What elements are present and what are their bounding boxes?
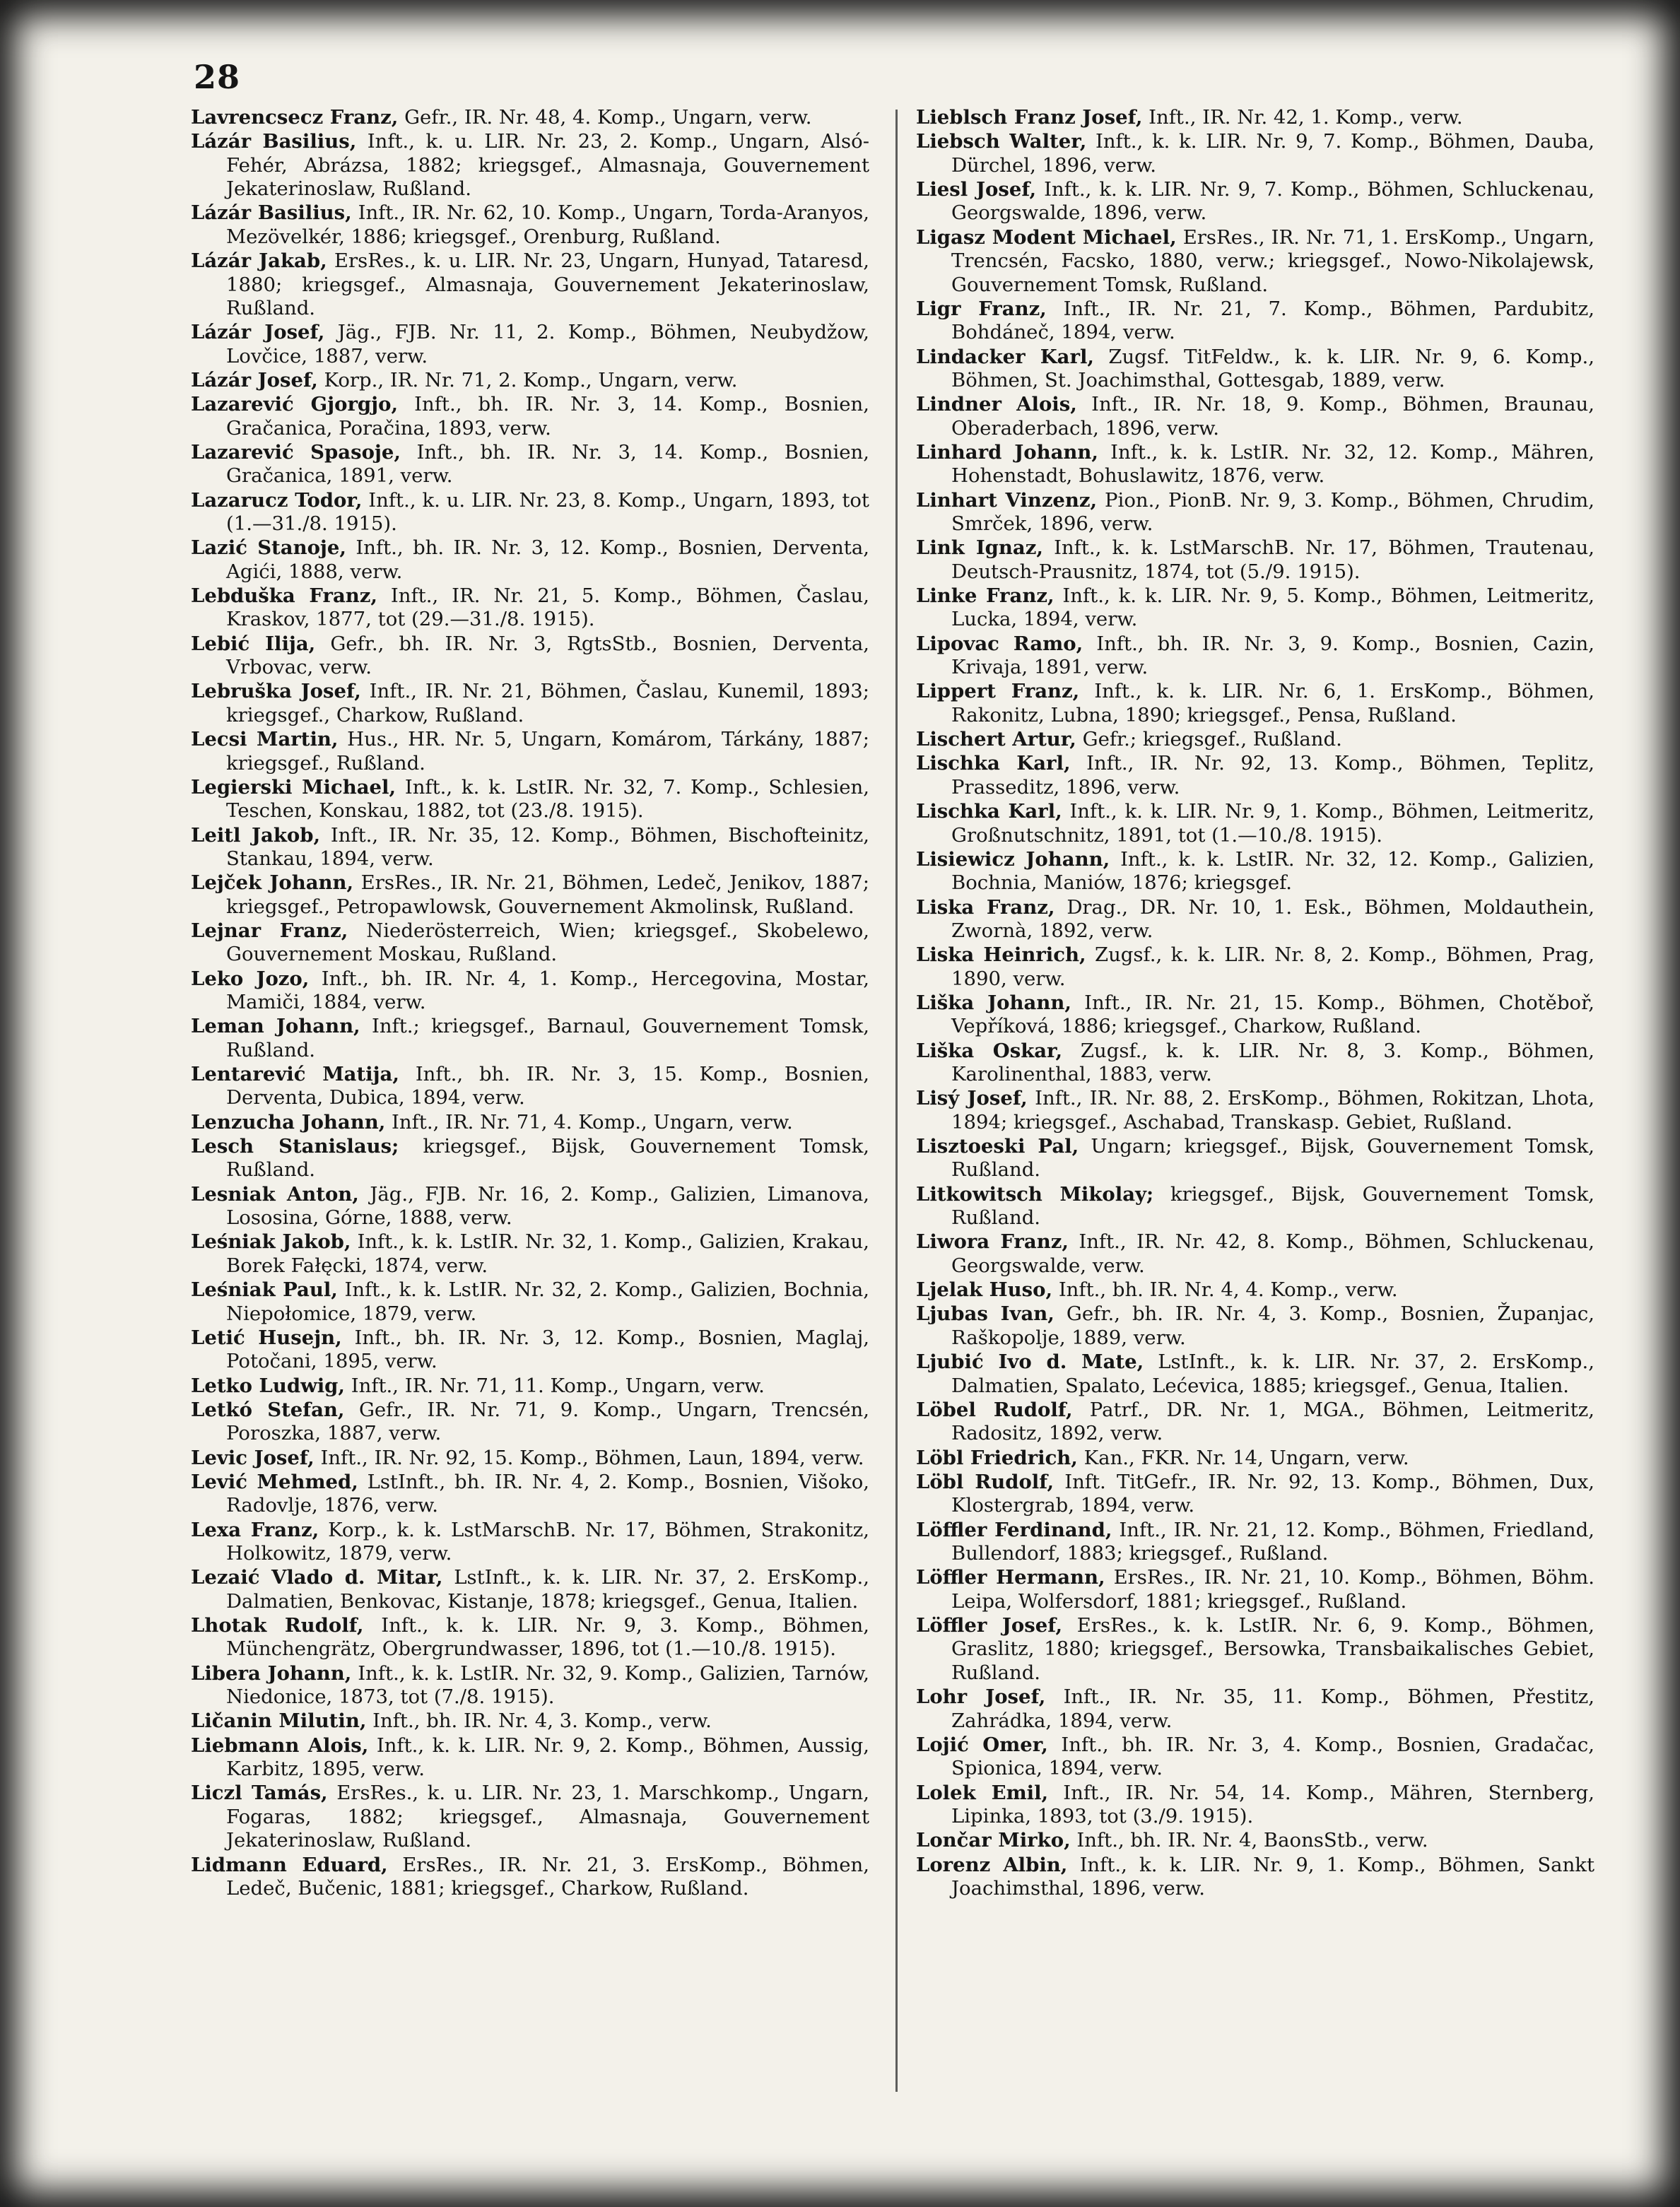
entry-details: ErsRes., k. u. LIR. Nr. 23, Ungarn, Hunyad, Tataresd, 1880; kriegsgef., Almasnaja, Gouvernement Jekaterinoslaw, Rußland. (226, 249, 869, 319)
entry-details: Pion., PionB. Nr. 9, 3. Komp., Böhmen, Chrudim, Smrček, 1896, verw. (951, 488, 1595, 536)
entry-name: Ljubić Ivo d. Mate, (916, 1350, 1144, 1374)
list-entry (916, 1087, 1594, 1134)
list-entry (916, 680, 1594, 727)
list-entry (916, 393, 1594, 440)
list-entry (191, 1566, 869, 1613)
entry-details: LstInft., k. k. LIR. Nr. 37, 2. ErsKomp., Dalmatien, Benkovac, Kistanje, 1878; kriegsgef., Genua, Italien. (226, 1566, 869, 1613)
entry-name: Leko Jozo, (191, 967, 310, 990)
list-entry (916, 226, 1594, 297)
list-entry (191, 1399, 869, 1446)
entry-details: Drag., DR. Nr. 10, 1. Esk., Böhmen, Moldauthein, Zwornà, 1892, verw. (951, 895, 1594, 942)
entry-name: Lecsi Martin, (191, 728, 339, 751)
entry-details: Inft., k. u. LIR. Nr. 23, 8. Komp., Ungarn, 1893, tot (1.—31./8. 1915). (226, 488, 869, 536)
entry-details: Inft., bh. IR. Nr. 3, 15. Komp., Bosnien, Derventa, Dubica, 1894, verw. (226, 1063, 869, 1110)
list-entry (916, 943, 1594, 991)
list-entry (191, 1111, 869, 1134)
entry-details: Inft., k. k. LstMarschB. Nr. 17, Böhmen, Trautenau, Deutsch-Prausnitz, 1874, tot (5./9. 1915). (951, 536, 1595, 583)
list-entry (191, 728, 869, 775)
entry-name: Liska Franz, (916, 895, 1055, 919)
entry-details: ErsRes., IR. Nr. 21, 10. Komp., Böhmen, Böhm. Leipa, Wolfersdorf, 1881; kriegsgef., Rußland. (951, 1566, 1594, 1613)
entry-details: Inft., IR. Nr. 92, 13. Komp., Böhmen, Teplitz, Prasseditz, 1896, verw. (951, 752, 1594, 799)
entry-name: Lazarucz Todor, (191, 488, 363, 512)
entry-details: Inft., bh. IR. Nr. 3, 12. Komp., Bosnien, Maglaj, Potočani, 1895, verw. (226, 1326, 869, 1373)
entry-name: Löbl Rudolf, (916, 1470, 1055, 1493)
entry-name: Link Ignaz, (916, 536, 1043, 560)
entry-details: Inft.; kriegsgef., Barnaul, Gouvernement Tomsk, Rußland. (226, 1015, 869, 1061)
entry-details: Inft., bh. IR. Nr. 3, 14. Komp., Bosnien, Gračanica, Poračina, 1893, verw. (226, 393, 870, 440)
entry-name: Löffler Ferdinand, (916, 1518, 1112, 1541)
list-entry (191, 1614, 869, 1661)
entry-details: Inft., k. k. LstIR. Nr. 32, 9. Komp., Galizien, Tarnów, Niedonice, 1873, tot (7./8. 1915). (226, 1661, 869, 1709)
entry-name: Lippert Franz, (916, 680, 1080, 703)
entry-name: Letić Husejn, (191, 1326, 342, 1349)
list-entry (191, 441, 869, 488)
entry-details: Inft., bh. IR. Nr. 3, 12. Komp., Bosnien, Derventa, Agići, 1888, verw. (226, 536, 869, 583)
list-entry (916, 1302, 1594, 1350)
entry-details: ErsRes., IR. Nr. 21, 3. ErsKomp., Böhmen, Ledeč, Bučenic, 1881; kriegsgef., Charkow, Rußland. (226, 1853, 869, 1900)
list-entry (916, 130, 1594, 177)
list-entry (916, 1040, 1594, 1087)
entry-details: Hus., HR. Nr. 5, Ungarn, Komárom, Tárkány, 1887; kriegsgef., Rußland. (226, 728, 870, 775)
list-entry (916, 441, 1594, 488)
list-entry (916, 346, 1594, 393)
entry-name: Lischka Karl, (916, 752, 1071, 775)
entry-name: Liška Oskar, (916, 1039, 1063, 1062)
list-entry (191, 130, 869, 201)
entry-name: Löffler Josef, (916, 1613, 1063, 1637)
list-entry (916, 584, 1594, 632)
list-entry (916, 1829, 1594, 1852)
entry-details: Zugsf. TitFeldw., k. k. LIR. Nr. 9, 6. Komp., Böhmen, St. Joachimsthal, Gottesgab, 1889, verw. (951, 345, 1595, 392)
entry-details: Inft., IR. Nr. 71, 4. Komp., Ungarn, verw. (392, 1110, 793, 1134)
entry-name: Linhart Vinzenz, (916, 488, 1098, 512)
entry-name: Linhard Johann, (916, 440, 1098, 464)
entry-name: Lohr Josef, (916, 1685, 1046, 1709)
entry-details: Inft., IR. Nr. 21, 15. Komp., Böhmen, Chotěboř, Vepříková, 1886; kriegsgef., Charkow, Rußland. (951, 991, 1594, 1038)
entry-name: Linke Franz, (916, 584, 1055, 608)
list-entry (916, 178, 1594, 225)
list-entry (191, 1326, 869, 1374)
entry-details: Gefr.; kriegsgef., Rußland. (1082, 728, 1342, 751)
list-entry (191, 489, 869, 536)
entry-name: Lipovac Ramo, (916, 632, 1083, 655)
entry-details: Inft., IR. Nr. 42, 8. Komp., Böhmen, Schluckenau, Georgswalde, verw. (951, 1230, 1594, 1277)
entry-name: Lebić Ilija, (191, 632, 316, 655)
entry-name: Lenzucha Johann, (191, 1110, 386, 1134)
list-entry (916, 896, 1594, 943)
entry-details: Gefr., IR. Nr. 71, 9. Komp., Ungarn, Trencsén, Poroszka, 1887, verw. (226, 1398, 870, 1445)
entry-name: Lazić Stanoje, (191, 536, 346, 560)
entry-details: Gefr., bh. IR. Nr. 4, 3. Komp., Bosnien, Županjac, Raškopolje, 1889, verw. (951, 1302, 1594, 1349)
list-entry (916, 1183, 1594, 1230)
entry-name: Lesch Stanislaus; (191, 1135, 399, 1158)
entry-details: kriegsgef., Bijsk, Gouvernement Tomsk, Rußland. (226, 1135, 869, 1182)
entry-name: Lević Mehmed, (191, 1470, 358, 1493)
entry-details: Inft., IR. Nr. 35, 11. Komp., Böhmen, Přestitz, Zahrádka, 1894, verw. (951, 1685, 1594, 1732)
list-entry (916, 1614, 1594, 1685)
entry-details: Inft., k. k. LIR. Nr. 9, 7. Komp., Böhmen, Schluckenau, Georgswalde, 1896, verw. (951, 178, 1594, 225)
entry-name: Lisiewicz Johann, (916, 847, 1110, 871)
entry-details: Inft., bh. IR. Nr. 3, 14. Komp., Bosnien, Gračanica, 1891, verw. (226, 440, 869, 488)
entry-details: Inft., k. k. LstIR. Nr. 32, 12. Komp., Mähren, Hohenstadt, Bohuslawitz, 1876, verw. (951, 440, 1594, 488)
list-entry (191, 824, 869, 871)
list-entry (916, 752, 1594, 799)
list-entry (916, 1278, 1594, 1302)
entry-details: Inft., bh. IR. Nr. 4, 4. Komp., verw. (1058, 1278, 1398, 1302)
entry-details: Inft., IR. Nr. 35, 12. Komp., Böhmen, Bischofteinitz, Stankau, 1894, verw. (226, 823, 869, 870)
entry-name: Legierski Michael, (191, 775, 396, 799)
entry-name: Lexa Franz, (191, 1518, 319, 1541)
entry-name: Löbel Rudolf, (916, 1398, 1073, 1421)
entry-name: Lázár Josef, (191, 368, 318, 392)
entry-details: Inft., k. k. LIR. Nr. 9, 3. Komp., Böhmen, Münchengrätz, Obergrundwasser, 1896, tot (1.—10./8. 1915). (226, 1613, 869, 1661)
entry-details: Inft., k. k. LstIR. Nr. 32, 1. Komp., Galizien, Krakau, Borek Fałęcki, 1874, verw. (226, 1230, 870, 1277)
entry-name: Lisý Josef, (916, 1087, 1028, 1110)
entry-name: Ljelak Huso, (916, 1278, 1053, 1302)
entry-details: Jäg., FJB. Nr. 11, 2. Komp., Böhmen, Neubydžow, Lovčice, 1887, verw. (226, 321, 869, 367)
list-entry (191, 1471, 869, 1518)
list-entry (191, 1709, 869, 1733)
entry-name: Leman Johann, (191, 1015, 360, 1038)
list-entry (191, 1519, 869, 1566)
entry-details: LstInft., bh. IR. Nr. 4, 2. Komp., Bosnien, Višoko, Radovlje, 1876, verw. (226, 1470, 870, 1517)
entry-details: Inft., IR. Nr. 18, 9. Komp., Böhmen, Braunau, Oberaderbach, 1896, verw. (951, 393, 1594, 440)
entry-name: Liesl Josef, (916, 178, 1037, 201)
list-entry (191, 1662, 869, 1709)
entry-details: Inft., k. u. LIR. Nr. 23, 2. Komp., Ungarn, Alsó-Fehér, Abrázsa, 1882; kriegsgef., Almasnaja, Gouvernement Jekaterinoslaw, Rußland. (226, 130, 869, 201)
list-entry (191, 321, 869, 368)
list-entry (916, 1230, 1594, 1278)
list-entry (916, 632, 1594, 680)
list-entry (916, 536, 1594, 584)
entry-details: ErsRes., IR. Nr. 71, 1. ErsKomp., Ungarn, Trencsén, Facsko, 1880, verw.; kriegsgef., Nowo-Nikolajewsk, Gouvernement Tomsk, Rußland. (951, 225, 1594, 296)
entry-name: Lisztoeski Pal, (916, 1135, 1079, 1158)
entry-name: Liwora Franz, (916, 1230, 1069, 1254)
entry-name: Liska Heinrich, (916, 943, 1086, 967)
page-number: 28 (194, 58, 241, 96)
entry-name: Löbl Friedrich, (916, 1446, 1078, 1469)
list-entry (916, 106, 1594, 129)
entry-details: Patrf., DR. Nr. 1, MGA., Böhmen, Leitmeritz, Radositz, 1892, verw. (951, 1398, 1594, 1445)
entry-name: Ljubas Ivan, (916, 1302, 1055, 1326)
entry-details: Inft., bh. IR. Nr. 3, 9. Komp., Bosnien, Cazin, Krivaja, 1891, verw. (951, 632, 1594, 679)
list-entry (191, 1854, 869, 1901)
list-entry (191, 393, 869, 440)
list-entry (191, 1734, 869, 1782)
entry-details: Inft. TitGefr., IR. Nr. 92, 13. Komp., Böhmen, Dux, Klostergrab, 1894, verw. (951, 1470, 1594, 1517)
entry-name: Lejnar Franz, (191, 919, 348, 942)
list-entry (916, 1734, 1594, 1781)
entry-details: Korp., IR. Nr. 71, 2. Komp., Ungarn, verw. (324, 368, 738, 392)
list-entry (916, 728, 1594, 751)
entry-name: Lolek Emil, (916, 1781, 1049, 1804)
entry-details: Inft., IR. Nr. 42, 1. Komp., verw. (1149, 106, 1463, 129)
list-entry (191, 776, 869, 823)
list-entry (916, 489, 1594, 536)
list-entry (191, 106, 869, 129)
entry-name: Löffler Hermann, (916, 1566, 1105, 1589)
entry-name: Ligasz Modent Michael, (916, 225, 1177, 249)
entry-name: Liebmann Alois, (191, 1734, 369, 1757)
entry-details: Inft., k. k. LIR. Nr. 9, 1. Komp., Böhmen, Sankt Joachimsthal, 1896, verw. (951, 1853, 1594, 1900)
entry-details: Inft., IR. Nr. 21, 12. Komp., Böhmen, Friedland, Bullendorf, 1883; kriegsgef., Rußland. (951, 1518, 1594, 1565)
list-entry (916, 1350, 1594, 1398)
entry-name: Liczl Tamás, (191, 1782, 328, 1805)
entry-name: Lorenz Albin, (916, 1853, 1068, 1876)
entry-name: Liška Johann, (916, 991, 1071, 1014)
entry-details: kriegsgef., Bijsk, Gouvernement Tomsk, Rußland. (951, 1182, 1595, 1230)
entry-details: Inft., k. k. LIR. Nr. 9, 2. Komp., Böhmen, Aussig, Karbitz, 1895, verw. (226, 1734, 869, 1781)
list-entry (191, 584, 869, 632)
list-entry (916, 800, 1594, 847)
entry-details: Zugsf., k. k. LIR. Nr. 8, 3. Komp., Böhmen, Karolinenthal, 1883, verw. (951, 1039, 1594, 1086)
entry-name: Lazarević Gjorgjo, (191, 393, 399, 416)
entry-details: Inft., k. k. LIR. Nr. 9, 5. Komp., Böhmen, Leitmeritz, Lucka, 1894, verw. (951, 584, 1594, 631)
list-entry (916, 298, 1594, 345)
entry-details: Inft., k. k. LIR. Nr. 9, 1. Komp., Böhmen, Leitmeritz, Großnutschnitz, 1891, tot (1.—10./8. 1915). (951, 800, 1594, 847)
list-entry (916, 1519, 1594, 1566)
list-entry (191, 919, 869, 967)
list-entry (191, 680, 869, 727)
entry-details: Inft., bh. IR. Nr. 4, BaonsStb., verw. (1076, 1829, 1428, 1852)
entry-name: Lončar Mirko, (916, 1829, 1071, 1852)
entry-name: Leitl Jakob, (191, 823, 321, 847)
entry-name: Lezaić Vlado d. Mitar, (191, 1566, 443, 1589)
entry-name: Liebsch Walter, (916, 130, 1087, 153)
list-entry (191, 249, 869, 320)
entry-details: Inft., k. k. LstIR. Nr. 32, 7. Komp., Schlesien, Teschen, Konskau, 1882, tot (23./8. 1915). (226, 775, 869, 823)
list-entry (191, 536, 869, 584)
entry-details: Inft., IR. Nr. 21, Böhmen, Časlau, Kunemil, 1893; kriegsgef., Charkow, Rußland. (226, 680, 869, 726)
entry-name: Lhotak Rudolf, (191, 1613, 364, 1637)
entry-details: Inft., k. k. LIR. Nr. 6, 1. ErsKomp., Böhmen, Rakonitz, Lubna, 1890; kriegsgef., Pensa, Rußland. (951, 680, 1594, 726)
entry-details: Inft., IR. Nr. 71, 11. Komp., Ungarn, verw. (351, 1374, 765, 1397)
list-entry (191, 1063, 869, 1110)
list-entry (191, 201, 869, 249)
list-entry (191, 967, 869, 1015)
entry-name: Lázár Josef, (191, 321, 325, 344)
entry-name: Lázár Jakab, (191, 249, 327, 273)
entry-details: Gefr., IR. Nr. 48, 4. Komp., Ungarn, verw. (404, 106, 812, 129)
entry-name: Lieblsch Franz Josef, (916, 106, 1143, 129)
entry-name: Letkó Stefan, (191, 1398, 345, 1421)
list-entry (916, 1135, 1594, 1182)
entry-details: Inft., bh. IR. Nr. 4, 1. Komp., Hercegovina, Mostar, Mamiči, 1884, verw. (226, 967, 869, 1014)
list-entry (191, 871, 869, 919)
entry-details: Inft., IR. Nr. 88, 2. ErsKomp., Böhmen, Rokitzan, Lhota, 1894; kriegsgef., Aschabad, Transkasp. Gebiet, Rußland. (951, 1087, 1594, 1134)
list-entry (916, 1566, 1594, 1613)
entry-name: Lischert Artur, (916, 728, 1076, 751)
entry-details: ErsRes., k. u. LIR. Nr. 23, 1. Marschkomp., Ungarn, Fogaras, 1882; kriegsgef., Almasnaja, Gouvernement Jekaterinoslaw, Rußland. (226, 1782, 869, 1852)
entry-details: Kan., FKR. Nr. 14, Ungarn, verw. (1083, 1446, 1409, 1469)
entry-details: Inft., IR. Nr. 21, 5. Komp., Böhmen, Časlau, Kraskov, 1877, tot (29.—31./8. 1915). (226, 584, 870, 631)
entry-details: Inft., k. k. LIR. Nr. 9, 7. Komp., Böhmen, Dauba, Dürchel, 1896, verw. (951, 130, 1594, 177)
entry-details: Inft., IR. Nr. 92, 15. Komp., Böhmen, Laun, 1894, verw. (320, 1446, 864, 1469)
list-entry (191, 369, 869, 392)
entry-details: Korp., k. k. LstMarschB. Nr. 17, Böhmen, Strakonitz, Holkowitz, 1879, verw. (226, 1518, 870, 1565)
list-entry (191, 1230, 869, 1278)
list-entry (916, 1782, 1594, 1829)
entry-name: Lavrencsecz Franz, (191, 106, 399, 129)
entry-name: Lazarević Spasoje, (191, 440, 401, 464)
entry-name: Lázár Basilius, (191, 130, 357, 153)
list-entry (916, 1685, 1594, 1733)
left-column (191, 106, 869, 1901)
entry-details: Zugsf., k. k. LIR. Nr. 8, 2. Komp., Böhmen, Prag, 1890, verw. (951, 943, 1594, 990)
right-column (916, 106, 1594, 1901)
list-entry (191, 1375, 869, 1398)
list-entry (916, 1447, 1594, 1470)
entry-details: Jäg., FJB. Nr. 16, 2. Komp., Galizien, Limanova, Lososina, Górne, 1888, verw. (226, 1182, 869, 1230)
list-entry (191, 1782, 869, 1852)
entry-name: Lebduška Franz, (191, 584, 377, 608)
entry-name: Lebruška Josef, (191, 680, 361, 703)
entry-name: Lázár Basilius, (191, 201, 352, 225)
entry-name: Leśniak Paul, (191, 1278, 338, 1302)
list-entry (916, 1399, 1594, 1446)
entry-name: Lidmann Eduard, (191, 1853, 388, 1876)
list-entry (916, 848, 1594, 895)
list-entry (916, 991, 1594, 1039)
entry-name: Libera Johann, (191, 1661, 352, 1685)
entry-name: Lindacker Karl, (916, 345, 1095, 368)
entry-details: Gefr., bh. IR. Nr. 3, RgtsStb., Bosnien, Derventa, Vrbovac, verw. (226, 632, 869, 679)
entry-name: Letko Ludwig, (191, 1374, 345, 1397)
list-entry (191, 1183, 869, 1230)
list-entry (916, 1471, 1594, 1518)
entry-name: Lesniak Anton, (191, 1182, 359, 1206)
list-entry (916, 1854, 1594, 1901)
list-entry (191, 1447, 869, 1470)
entry-name: Lejček Johann, (191, 871, 354, 895)
entry-details: Inft., IR. Nr. 21, 7. Komp., Böhmen, Pardubitz, Bohdáneč, 1894, verw. (951, 297, 1595, 344)
entry-name: Lischka Karl, (916, 800, 1062, 823)
list-entry (191, 632, 869, 680)
list-entry (191, 1278, 869, 1326)
entry-details: Inft., IR. Nr. 54, 14. Komp., Mähren, Sternberg, Lipinka, 1893, tot (3./9. 1915). (951, 1781, 1594, 1828)
entry-details: ErsRes., k. k. LstIR. Nr. 6, 9. Komp., Böhmen, Graslitz, 1880; kriegsgef., Bersowka, Transbaikalisches Gebiet, Rußland. (951, 1613, 1594, 1684)
entry-name: Levic Josef, (191, 1446, 315, 1469)
entry-details: Inft., k. k. LstIR. Nr. 32, 12. Komp., Galizien, Bochnia, Maniów, 1876; kriegsgef. (951, 847, 1594, 895)
list-entry (191, 1135, 869, 1182)
column-divider (895, 110, 898, 2092)
entry-name: Litkowitsch Mikolay; (916, 1182, 1154, 1206)
entry-name: Lojić Omer, (916, 1733, 1048, 1756)
entry-details: Inft., IR. Nr. 62, 10. Komp., Ungarn, Torda-Aranyos, Mezövelkér, 1886; kriegsgef., Orenburg, Rußland. (226, 201, 870, 248)
entry-details: Ungarn; kriegsgef., Bijsk, Gouvernement Tomsk, Rußland. (951, 1135, 1594, 1182)
entry-details: Inft., bh. IR. Nr. 4, 3. Komp., verw. (372, 1709, 712, 1733)
entry-name: Ligr Franz, (916, 297, 1047, 320)
entry-name: Lindner Alois, (916, 393, 1077, 416)
entry-name: Lentarević Matija, (191, 1063, 399, 1086)
entry-details: Inft., k. k. LstIR. Nr. 32, 2. Komp., Galizien, Bochnia, Niepołomice, 1879, verw. (226, 1278, 869, 1325)
entry-name: Ličanin Milutin, (191, 1709, 367, 1733)
entry-details: LstInft., k. k. LIR. Nr. 37, 2. ErsKomp., Dalmatien, Spalato, Lećevica, 1885; kriegsgef., Genua, Italien. (951, 1350, 1594, 1397)
entry-name: Leśniak Jakob, (191, 1230, 351, 1254)
list-entry (191, 1015, 869, 1062)
entry-details: Niederösterreich, Wien; kriegsgef., Skobelewo, Gouvernement Moskau, Rußland. (226, 919, 869, 966)
entry-details: Inft., bh. IR. Nr. 3, 4. Komp., Bosnien, Gradačac, Spionica, 1894, verw. (951, 1733, 1594, 1780)
entry-details: ErsRes., IR. Nr. 21, Böhmen, Ledeč, Jenikov, 1887; kriegsgef., Petropawlowsk, Gouvernement Akmolinsk, Rußland. (226, 871, 869, 918)
